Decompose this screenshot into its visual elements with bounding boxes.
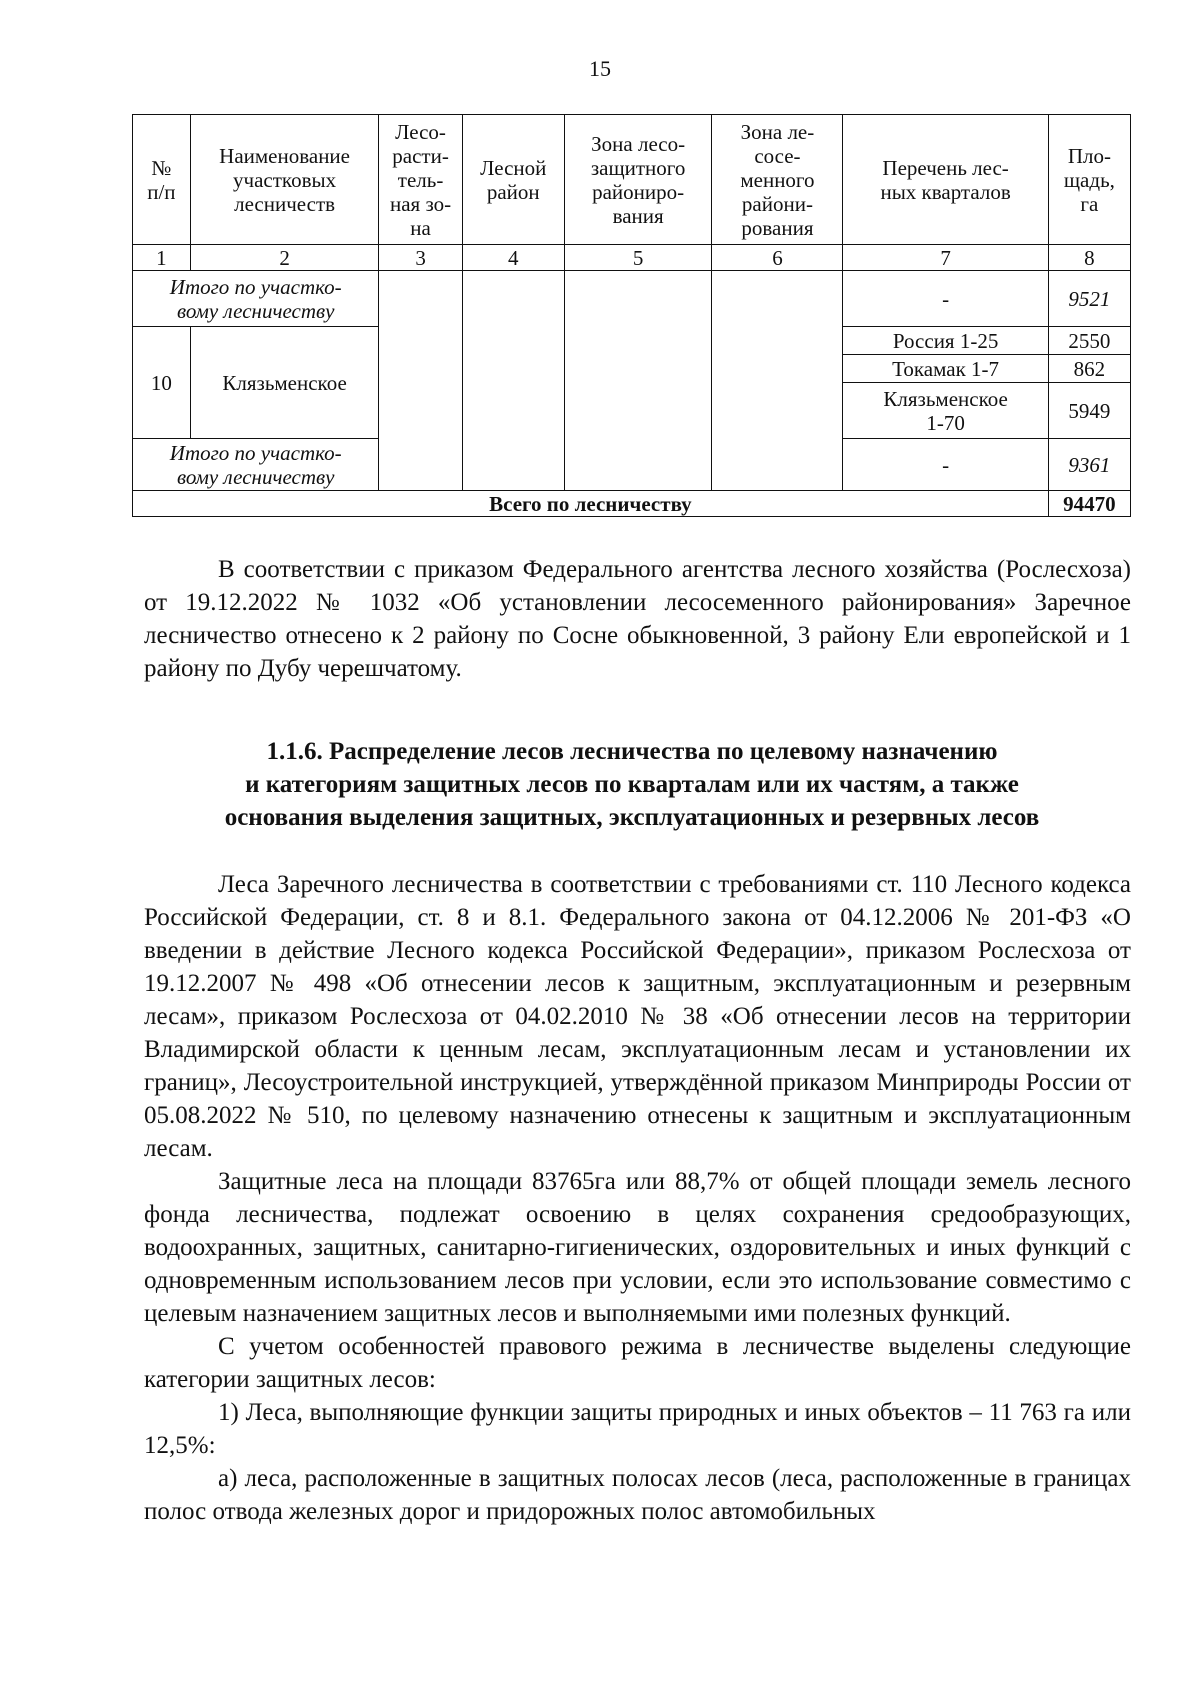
subtotal-area: 9361 [1048,439,1130,491]
heading-line: основания выделения защитных, эксплуатационных и резервных лесов [224,804,1040,831]
total-row [133,491,1131,517]
col-number: 3 [379,245,462,271]
area-cell: 2550 [1048,327,1130,355]
empty-cell [564,271,712,491]
header-cell: Наименование участковых лесничеств [190,115,379,245]
header-cell: Зона лесо- защитного райониро- вания [564,115,712,245]
col-number: 8 [1048,245,1130,271]
heading-line: 1.1.6. Распределение лесов лесничества по целевому назначению [266,738,998,765]
paragraph: 1) Леса, выполняющие функции защиты природных и иных объектов – 11 763 га или 12,5%: [144,1399,1131,1459]
quarters-cell: Клязьменское 1-70 [843,383,1048,439]
col-number: 6 [712,245,843,271]
col-number: 1 [133,245,191,271]
empty-cell [712,271,843,491]
subtotal-label: Итого по участко- вому лесничеству [133,271,379,327]
col-number: 4 [462,245,564,271]
header-cell: Лесной район [462,115,564,245]
column-number-row [133,245,1131,271]
total-area: 94470 [1048,491,1130,517]
empty-cell [462,271,564,491]
subtotal-row [133,271,1131,327]
forestry-number: 10 [133,327,191,439]
header-cell: Пло- щадь, га [1048,115,1130,245]
paragraph: Леса Заречного лесничества в соответствии с требованиями ст. 110 Лесного кодекса Российской Федерации, ст. 8 и 8.1. Федерального закона от 04.12.2006 № 201-ФЗ «О введении в действие Лесного кодекса Российской Федерации», приказом Рослесхоза от 19.12.2007 № 498 «Об отнесении лесов к защитным, эксплуатационным и резервным лесам», приказом Рослесхоза от 04.02.2010 № 38 «Об отнесении лесов на территории Владимирской области к ценным лесам, эксплуатационным лесам и установлении их границ», Лесоустроительной инструкцией, утверждённой приказом Минприроды России от 05.08.2022 № 510, по целевому назначению отнесены к защитным и эксплуатационным лесам. [144,871,1131,1162]
subtotal-quarters: - [843,439,1048,491]
forestry-table [132,114,1131,517]
heading-line: и категориям защитных лесов по кварталам или их частям, а также [245,771,1019,798]
page-number: 15 [589,56,611,81]
col-number: 2 [190,245,379,271]
header-cell: Лесо- расти- тель- ная зо- на [379,115,462,245]
paragraph: В соответствии с приказом Федерального агентства лесного хозяйства (Рослесхоза) от 19.12.2022 № 1032 «Об установлении лесосеменного районирования» Заречное лесничество отнесено к 2 району по Сосне обыкновенной, 3 району Ели европейской и 1 району по Дубу черешчатому. [144,556,1131,682]
table-header-row [133,115,1131,245]
quarters-cell: Россия 1-25 [843,327,1048,355]
col-number: 5 [564,245,712,271]
col-number: 7 [843,245,1048,271]
body-text [144,868,1131,1528]
paragraph-lesoseed [144,553,1131,685]
empty-cell [379,271,462,491]
total-label: Всего по лесничеству [133,491,1049,517]
header-cell: Зона ле- сосе- менного райони- рования [712,115,843,245]
section-heading [132,735,1132,834]
subtotal-area: 9521 [1048,271,1130,327]
header-cell: Перечень лес- ных кварталов [843,115,1048,245]
area-cell: 5949 [1048,383,1130,439]
forestry-name: Клязьменское [190,327,379,439]
subtotal-quarters: - [843,271,1048,327]
paragraph: а) леса, расположенные в защитных полосах лесов (леса, расположенные в границах полос отвода железных дорог и придорожных полос автомобильных [144,1465,1131,1525]
paragraph: С учетом особенностей правового режима в лесничестве выделены следующие категории защитных лесов: [144,1333,1131,1393]
header-cell: № п/п [133,115,191,245]
area-cell: 862 [1048,355,1130,383]
quarters-cell: Токамак 1-7 [843,355,1048,383]
subtotal-label: Итого по участко- вому лесничеству [133,439,379,491]
paragraph: Защитные леса на площади 83765га или 88,7% от общей площади земель лесного фонда лесничества, подлежат освоению в целях сохранения средообразующих, водоохранных, защитных, санитарно-гигиенических, оздоровительных и иных функций с одновременным использованием лесов при условии, если это использование совместимо с целевым назначением защитных лесов и выполняемыми ими полезных функций. [144,1168,1131,1327]
